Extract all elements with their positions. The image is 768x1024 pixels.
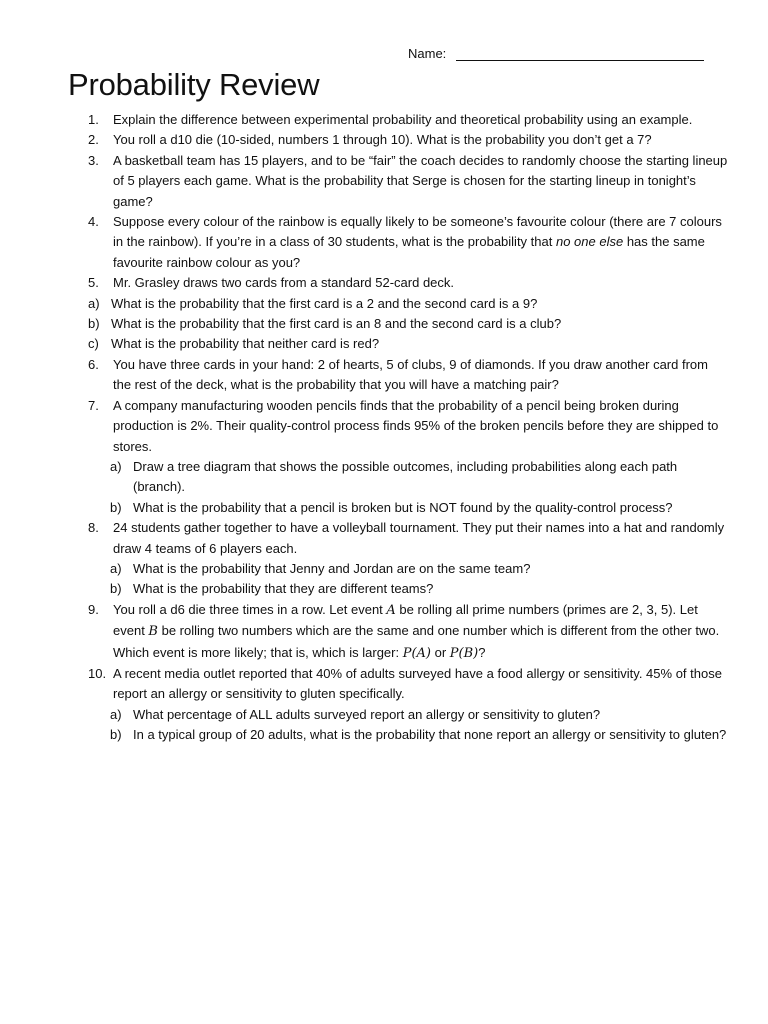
subquestion-8a xyxy=(110,559,728,579)
subquestion-text: What is the probability that neither card is red? xyxy=(111,336,380,352)
subquestion-text: What percentage of ALL adults surveyed report an allergy or sensitivity to gluten? xyxy=(133,706,601,722)
question-text-part: Suppose every colour of the rainbow is equally likely to be someone’s favourite colour (there are 7 colours in the rainbow). If you’re in a class of 30 students, what is the probability that xyxy=(113,214,722,250)
subquestion-10b xyxy=(110,725,728,745)
subquestion-text: In a typical group of 20 adults, what is the probability that none report an allergy or sensitivity to gluten? xyxy=(133,727,727,743)
question-number: 1. xyxy=(88,112,99,127)
question-text-part: You roll a d6 die three times in a row. Let event xyxy=(113,601,387,617)
question-1 xyxy=(88,110,728,130)
question-list xyxy=(88,110,728,746)
subquestion-letter: a) xyxy=(110,706,122,722)
question-text: Explain the difference between experimental probability and theoretical probability using an example. xyxy=(113,112,693,127)
question-5 xyxy=(88,273,728,293)
question-text-part: ? xyxy=(478,644,486,660)
question-9 xyxy=(88,600,728,664)
subquestion-letter: b) xyxy=(110,581,122,597)
question-text: A basketball team has 15 players, and to be “fair” the coach decides to randomly choose the starting lineup of 5 players each game. What is the probability that Serge is chosen for the starting lineup in tonight’s game? xyxy=(113,152,728,209)
name-label: Name: xyxy=(408,46,447,61)
subquestion-5a xyxy=(88,294,728,314)
subquestion-text: What is the probability that a pencil is broken but is NOT found by the quality-control process? xyxy=(133,499,673,515)
subquestion-letter: b) xyxy=(110,727,122,743)
subquestion-letter: b) xyxy=(88,316,100,332)
question-text xyxy=(113,212,728,273)
name-field-row xyxy=(408,46,704,61)
question-10 xyxy=(88,664,728,705)
subquestion-10a xyxy=(110,705,728,725)
question-number: 7. xyxy=(88,397,99,413)
subquestion-7b xyxy=(110,498,728,518)
subquestion-text: What is the probability that they are different teams? xyxy=(133,581,434,597)
question-text-part: be rolling all prime numbers (primes are 2, 3, 5). Let event xyxy=(113,601,698,639)
question-text: A company manufacturing wooden pencils finds that the probability of a pencil being broken during production is 2%. Their quality-control process finds 95% of the broken pencils before they are shipped to stores. xyxy=(113,397,719,454)
question-text-part: has the same favourite rainbow colour as you? xyxy=(113,234,705,270)
question-number: 6. xyxy=(88,356,99,372)
question-text-part: or xyxy=(431,644,450,660)
question-text: You have three cards in your hand: 2 of hearts, 5 of clubs, 9 of diamonds. If you draw another card from the rest of the deck, what is the probability that you will have a matching pair? xyxy=(113,356,708,393)
question-2 xyxy=(88,130,728,150)
subquestion-5c xyxy=(88,334,728,354)
question-4 xyxy=(88,212,728,273)
question-text-part: be rolling two numbers which are the same and one number which is different from the other two. Which event is more likely; that is, which is larger: xyxy=(113,623,720,660)
question-text: Mr. Grasley draws two cards from a standard 52-card deck. xyxy=(113,275,455,291)
subquestion-text: What is the probability that the first card is an 8 and the second card is a club? xyxy=(111,316,562,332)
math-variable: A xyxy=(386,602,396,618)
question-number: 2. xyxy=(88,132,99,148)
question-number: 8. xyxy=(88,520,99,536)
math-expression: P(B) xyxy=(449,645,479,661)
subquestion-text: What is the probability that the first card is a 2 and the second card is a 9? xyxy=(111,295,538,311)
subquestion-7a xyxy=(110,457,728,498)
subquestion-text: What is the probability that Jenny and Jordan are on the same team? xyxy=(133,560,531,576)
subquestion-5b xyxy=(88,314,728,334)
question-number: 3. xyxy=(88,152,99,168)
math-expression: P(A) xyxy=(402,645,431,661)
subquestion-letter: a) xyxy=(110,560,122,576)
subquestion-8b xyxy=(110,579,728,599)
question-text: A recent media outlet reported that 40% of adults surveyed have a food allergy or sensitivity. 45% of those report an allergy or sensitivity to gluten specifically. xyxy=(113,665,722,702)
subquestion-letter: b) xyxy=(110,499,122,515)
question-3 xyxy=(88,151,728,212)
question-text xyxy=(113,600,728,664)
math-variable: B xyxy=(148,624,158,640)
emphasis-text: no one else xyxy=(555,234,624,250)
question-number: 10. xyxy=(88,665,107,681)
subquestion-letter: a) xyxy=(88,295,100,311)
page-title: Probability Review xyxy=(68,67,320,102)
question-6 xyxy=(88,355,728,396)
question-text: 24 students gather together to have a volleyball tournament. They put their names into a hat and randomly draw 4 teams of 6 players each. xyxy=(113,520,725,556)
question-number: 5. xyxy=(88,275,99,291)
subquestion-letter: a) xyxy=(110,458,122,474)
question-7 xyxy=(88,396,728,457)
subquestion-letter: c) xyxy=(88,336,99,352)
question-8 xyxy=(88,518,728,559)
name-blank-line xyxy=(456,46,704,61)
question-text: You roll a d10 die (10-sided, numbers 1 through 10). What is the probability you don’t get a 7? xyxy=(113,132,652,148)
question-number: 4. xyxy=(88,214,99,230)
subquestion-text: Draw a tree diagram that shows the possible outcomes, including probabilities along each path (branch). xyxy=(133,458,678,495)
question-number: 9. xyxy=(88,601,99,617)
